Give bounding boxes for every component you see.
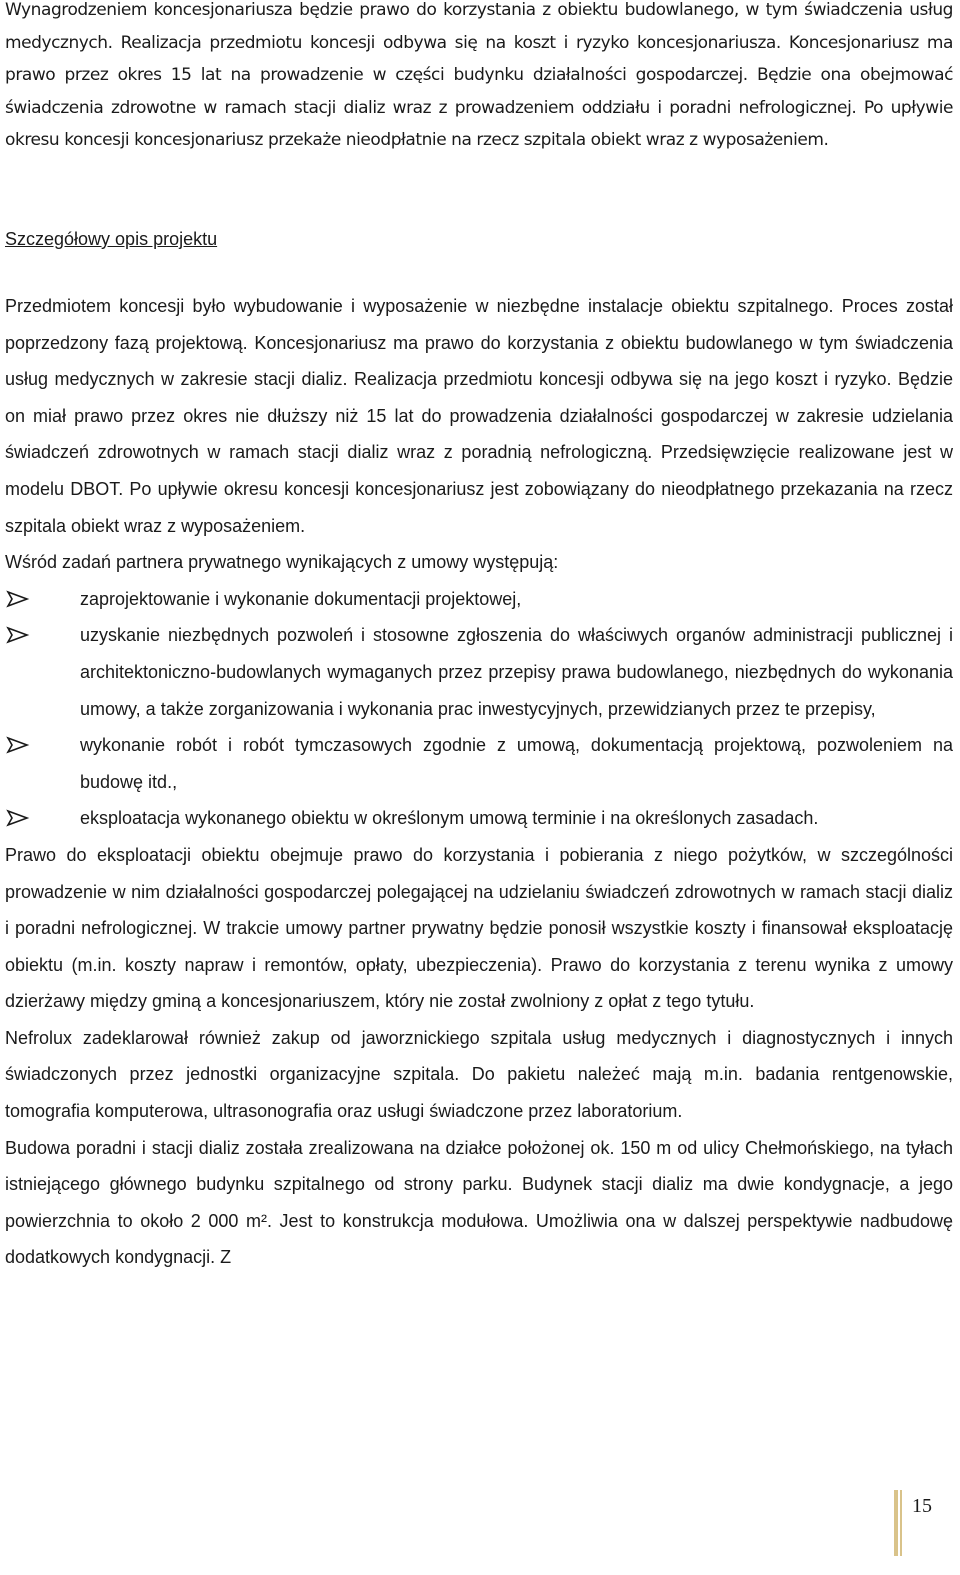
- footer-rule-thin: [900, 1490, 902, 1556]
- task-list: [5, 581, 953, 837]
- arrowhead-bullet-icon: [5, 581, 33, 617]
- arrowhead-bullet-icon: [5, 617, 33, 653]
- section-heading: Szczegółowy opis projektu: [5, 229, 218, 249]
- page-number: 15: [912, 1495, 932, 1517]
- paragraph-1: Przedmiotem koncesji było wybudowanie i wyposażenie w niezbędne instalacje obiektu szpitalnego. Proces został poprzedzony fazą projektową. Koncesjonariusz ma prawo do korzystania z obiektu budowlanego w tym świadczenia usług medycznych w zakresie stacji dializ. Realizacja przedmiotu koncesji odbywa się na jego koszt i ryzyko. Będzie on miał prawo przez okres nie dłuższy niż 15 lat do prowadzenia działalności gospodarczej w zakresie udzielania świadczeń zdrowotnych w ramach stacji dializ wraz z poradnią nefrologiczną. Przedsięwzięcie realizowane jest w modelu DBOT. Po upływie okresu koncesji koncesjonariusz jest zobowiązany do nieodpłatnego przekazania na rzecz szpitala obiekt wraz z wyposażeniem.: [5, 296, 953, 536]
- intro-paragraph: Wynagrodzeniem koncesjonariusza będzie prawo do korzystania z obiektu budowlanego, w tym świadczenia usług medycznych. Realizacja przedmiotu koncesji odbywa się na koszt i ryzyko koncesjonariusza. Koncesjonariusz ma prawo przez okres 15 lat na prowadzenie w części budynku działalności gospodarczej. Będzie ona obejmować świadczenia zdrowotne w ramach stacji dializ wraz z prowadzeniem oddziału i poradni nefrologicznej. Po upływie okresu koncesji koncesjonariusz przekaże nieodpłatnie na rzecz szpitala obiekt wraz z wyposażeniem.: [5, 0, 953, 151]
- arrowhead-bullet-icon: [5, 727, 33, 763]
- paragraph-2: Prawo do eksploatacji obiektu obejmuje prawo do korzystania i pobierania z niego pożytków, w szczególności prowadzenie w nim działalności gospodarczej polegającej na udzielaniu świadczeń zdrowotnych w ramach stacji dializ i poradni nefrologicznej. W trakcie umowy partner prywatny będzie ponosił wszystkie koszty i finansował eksploatację obiektu (m.in. koszty napraw i remontów, opłaty, ubezpieczenia). Prawo do korzystania z terenu wynika z umowy dzierżawy między gminą a koncesjonariuszem, który nie został zwolniony z opłat z tego tytułu.: [5, 844, 953, 1012]
- arrowhead-bullet-icon: [5, 800, 33, 836]
- section-body: [5, 288, 953, 1276]
- list-item: [5, 581, 953, 618]
- list-intro: Wśród zadań partnera prywatnego wynikających z umowy występują:: [5, 552, 559, 573]
- list-item: [5, 800, 953, 837]
- list-item: [5, 727, 953, 800]
- list-item-text: zaprojektowanie i wykonanie dokumentacji projektowej,: [80, 588, 522, 609]
- footer-rule: [894, 1490, 898, 1556]
- list-item-text: wykonanie robót i robót tymczasowych zgodnie z umową, dokumentacją projektową, pozwoleniem na budowę itd.,: [80, 735, 953, 792]
- document-page: [5, 0, 953, 1268]
- list-item: [5, 617, 953, 727]
- list-item-text: eksploatacja wykonanego obiektu w określonym umową terminie i na określonych zasadach.: [80, 808, 819, 829]
- page-footer: [894, 1490, 932, 1556]
- list-item-text: uzyskanie niezbędnych pozwoleń i stosowne zgłoszenia do właściwych organów administracji publicznej i architektoniczno-budowlanych wymaganych przez przepisy prawa budowlanego, niezbędnych do wykonania umowy, a także zorganizowania i wykonania prac inwestycyjnych, przewidzianych przez te przepisy,: [80, 625, 953, 719]
- paragraph-4: Budowa poradni i stacji dializ została zrealizowana na działce położonej ok. 150 m od ulicy Chełmońskiego, na tyłach istniejącego głównego budynku szpitalnego od strony parku. Budynek stacji dializ ma dwie kondygnacje, a jego powierzchnia to około 2 000 m². Jest to konstrukcja modułowa. Umożliwia ona w dalszej perspektywie nadbudowę dodatkowych kondygnacji. Z: [5, 1137, 953, 1268]
- paragraph-3: Nefrolux zadeklarował również zakup od jaworznickiego szpitala usług medycznych i diagnostycznych i innych świadczonych przez jednostki organizacyjne szpitala. Do pakietu należeć mają m.in. badania rentgenowskie, tomografia komputerowa, ultrasonografia oraz usługi świadczone przez laboratorium.: [5, 1027, 953, 1122]
